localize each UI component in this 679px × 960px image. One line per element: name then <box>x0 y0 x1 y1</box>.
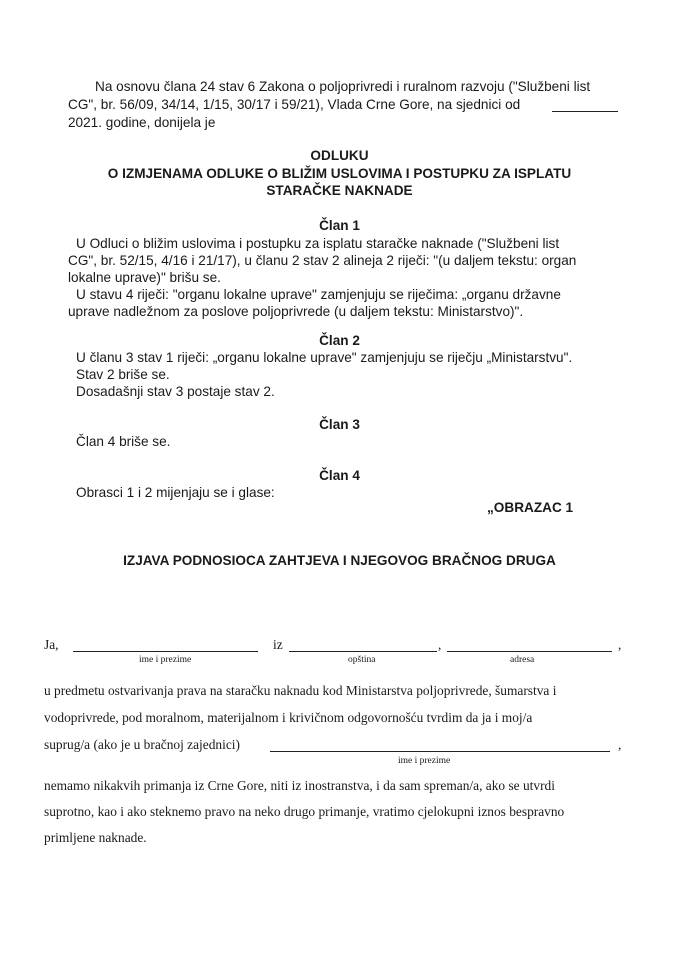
form-ja-label: Ja, <box>44 637 59 652</box>
intro-line-2: CG", br. 56/09, 34/14, 1/15, 30/17 i 59/21), Vlada Crne Gore, na sjednici od <box>68 97 521 112</box>
form-body-line-1: u predmetu ostvarivanja prava na staračku naknadu kod Ministarstva poljoprivrede, šumarstva i <box>44 683 557 698</box>
date-blank-line <box>552 111 618 112</box>
intro-line-1: Na osnovu člana 24 stav 6 Zakona o poljoprivredi i ruralnom razvoju ("Službeni list <box>95 79 591 94</box>
form-comma-1: , <box>438 637 442 652</box>
clan-3-line-1: Član 4 briše se. <box>76 434 171 449</box>
title-odluku: ODLUKU <box>310 148 369 163</box>
title-line-2: O IZMJENAMA ODLUKE O BLIŽIM USLOVIMA I POSTUPKU ZA ISPLATU <box>107 166 572 181</box>
title-line-3: STARAČKE NAKNADE <box>266 183 413 198</box>
clan-1-heading: Član 1 <box>319 218 360 233</box>
form-hint-adresa: adresa <box>510 655 535 665</box>
form-body-line-6: primljene naknade. <box>44 830 147 845</box>
form-body-line-5: suprotno, kao i ako steknemo pravo na neko drugo primanje, vratimo cjelokupni iznos bespravno <box>44 804 565 819</box>
obrazac-label: „OBRAZAC 1 <box>487 500 574 515</box>
intro-line-3: 2021. godine, donijela je <box>68 115 216 130</box>
form-body-line-2: vodoprivrede, pod moralnom, materijalnom i krivičnom odgovornošću tvrdim da ja i moj/a <box>44 710 533 725</box>
clan-2-line-2: Stav 2 briše se. <box>76 367 170 382</box>
clan-1-p1-line-3: lokalne uprave)" brišu se. <box>68 270 221 285</box>
form-hint-ime: ime i prezime <box>139 655 192 665</box>
clan-2-line-1: U članu 3 stav 1 riječi: „organu lokalne uprave" zamjenjuju se riječju „Ministarstvu". <box>76 350 573 365</box>
izjava-title: IZJAVA PODNOSIOCA ZAHTJEVA I NJEGOVOG BRAČNOG DRUGA <box>123 553 556 568</box>
form-suprug-ime-line[interactable] <box>270 751 610 752</box>
clan-3-heading: Član 3 <box>319 417 360 432</box>
form-body-line-3: suprug/a (ako je u bračnoj zajednici) <box>44 737 240 752</box>
clan-1-p1-line-1: U Odluci o bližim uslovima i postupku za isplatu staračke naknade ("Službeni list <box>76 236 560 251</box>
form-adresa-line[interactable] <box>447 651 612 652</box>
form-comma-2: , <box>618 637 622 652</box>
clan-1-p2-line-1: U stavu 4 riječi: "organu lokalne uprave" zamjenjuju se riječima: „organu državne <box>76 287 561 302</box>
form-ime-line[interactable] <box>73 651 258 652</box>
clan-2-heading: Član 2 <box>319 333 360 348</box>
form-hint-opstina: opština <box>348 655 376 665</box>
form-hint-ime-2: ime i prezime <box>398 756 451 766</box>
clan-4-heading: Član 4 <box>319 468 360 483</box>
form-body-line-4: nemamo nikakvih primanja iz Crne Gore, niti iz inostranstva, i da sam spreman/a, ako se utvrdi <box>44 778 555 793</box>
clan-4-line-1: Obrasci 1 i 2 mijenjaju se i glase: <box>76 485 275 500</box>
form-comma-3: , <box>618 737 622 752</box>
form-opstina-line[interactable] <box>289 651 437 652</box>
clan-1-p2-line-2: uprave nadležnom za poslove poljoprivrede (u daljem tekstu: Ministarstvo)". <box>68 304 524 319</box>
form-iz-label: iz <box>273 637 283 652</box>
clan-2-line-3: Dosadašnji stav 3 postaje stav 2. <box>76 384 275 399</box>
clan-1-p1-line-2: CG", br. 52/15, 4/16 i 21/17), u članu 2 stav 2 alineja 2 riječi: "(u daljem tekstu: organ <box>68 253 577 268</box>
